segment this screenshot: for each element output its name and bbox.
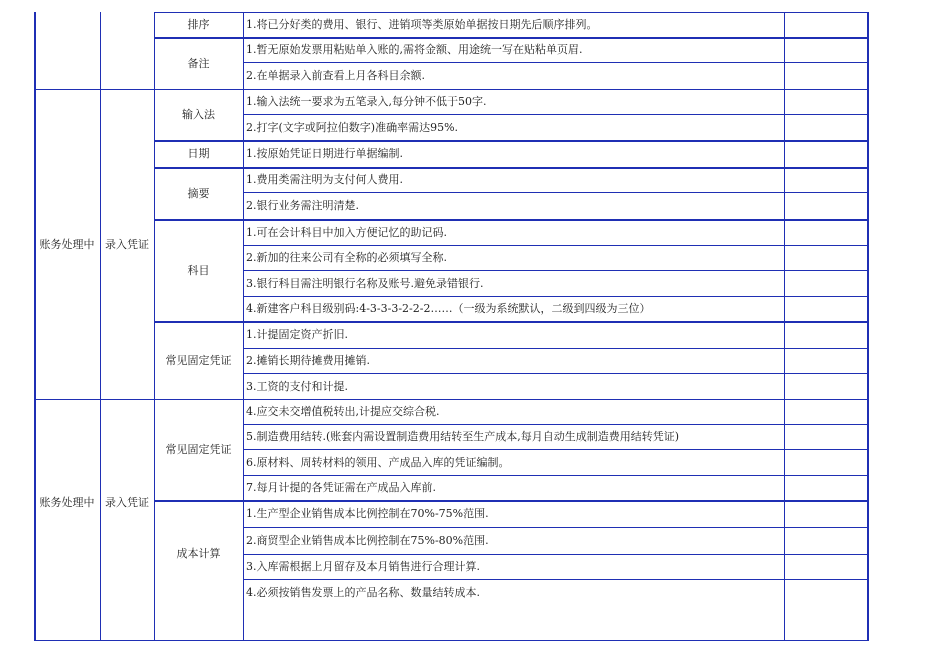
- grid-line: [243, 192, 867, 193]
- remark-cell: [784, 89, 867, 114]
- item-text: 1.按原始凭证日期进行单据编制.: [246, 147, 403, 160]
- subcategory-label: 录入凭证: [105, 237, 149, 251]
- item-text: 1.可在会计科目中加入方便记忆的助记码.: [246, 225, 447, 239]
- group-label: 排序: [187, 18, 210, 31]
- remark-cell: [784, 62, 867, 89]
- item-text: 2.在单据录入前查看上月各科目余额.: [246, 69, 425, 82]
- group-label: 常见固定凭证: [165, 443, 232, 456]
- remark-cell: [784, 37, 867, 62]
- remark-cell: [784, 399, 867, 424]
- item-text: 4.新建客户科目级别码:4-3-3-3-2-2-2……（一级为系统默认，二级到四级为三位）: [246, 302, 651, 315]
- remark-cell: [784, 475, 867, 500]
- group-label: 输入法: [182, 108, 215, 121]
- item-text: 4.必须按销售发票上的产品名称、数量结转成本.: [246, 586, 480, 599]
- remark-cell: [784, 12, 867, 37]
- category-label: 账务处理中: [39, 237, 95, 251]
- subcategory-label: [100, 12, 154, 89]
- group-label: 成本计算: [176, 546, 221, 560]
- grid-line: [243, 114, 867, 115]
- grid-line: [154, 12, 867, 13]
- group-label: 常见固定凭证: [165, 353, 232, 367]
- remark-cell: [784, 167, 867, 192]
- grid-line: [243, 245, 867, 246]
- grid-line: [243, 373, 867, 374]
- item-text: 3.入库需根据上月留存及本月销售进行合理计算.: [246, 560, 480, 573]
- remark-cell: [784, 270, 867, 296]
- remark-cell: [784, 500, 867, 527]
- item-text: 3.工资的支付和计提.: [246, 379, 348, 393]
- group-label: 科目: [187, 263, 210, 277]
- item-text: 1.输入法统一要求为五笔录入,每分钟不低于50字.: [246, 95, 487, 108]
- item-text: 2.商贸型企业销售成本比例控制在75%-80%范围.: [246, 534, 489, 547]
- remark-cell: [784, 348, 867, 373]
- item-text: 4.应交未交增值税转出,计提应交综合税.: [246, 405, 440, 418]
- grid-line: [243, 475, 867, 476]
- grid-line: [34, 399, 867, 400]
- item-text: 5.制造费用结转.(账套内需设置制造费用结转至生产成本,每月自动生成制造费用结转凭证): [246, 430, 680, 443]
- category-label: [34, 12, 100, 89]
- grid-line: [867, 12, 869, 640]
- grid-line: [154, 321, 867, 323]
- remark-cell: [784, 449, 867, 475]
- grid-line: [243, 348, 867, 349]
- item-text: 1.计提固定资产折旧.: [246, 328, 348, 341]
- grid-line: [243, 62, 867, 63]
- grid-line: [154, 37, 867, 39]
- grid-line: [243, 579, 867, 580]
- item-text: 2.银行业务需注明清楚.: [246, 199, 359, 212]
- remark-cell: [784, 321, 867, 348]
- remark-cell: [784, 245, 867, 270]
- remark-cell: [784, 219, 867, 245]
- group-label: 备注: [187, 56, 210, 70]
- item-text: 1.费用类需注明为支付何人费用.: [246, 173, 403, 186]
- grid-line: [34, 89, 867, 90]
- item-text: 2.新加的往来公司有全称的必须填写全称.: [246, 251, 447, 264]
- subcategory-label: 录入凭证: [105, 496, 149, 509]
- item-text: 6.原材料、周转材料的领用、产成品入库的凭证编制。: [246, 455, 510, 469]
- remark-cell: [784, 296, 867, 321]
- item-text: 7.每月计提的各凭证需在产成品入库前.: [246, 481, 436, 494]
- item-text: 1.暂无原始发票用粘贴单入账的,需将金额、用途统一写在贴粘单页眉.: [246, 43, 583, 56]
- remark-cell: [784, 140, 867, 167]
- grid-line: [243, 296, 867, 297]
- remark-cell: [784, 192, 867, 219]
- item-text: 2.摊销长期待摊费用摊销.: [246, 354, 370, 367]
- remark-cell: [784, 579, 867, 606]
- item-text: 1.生产型企业销售成本比例控制在70%-75%范围.: [246, 507, 489, 520]
- remark-cell: [784, 114, 867, 140]
- remark-cell: [784, 424, 867, 449]
- remark-cell: [784, 527, 867, 554]
- grid-line: [154, 167, 867, 169]
- item-text: 3.银行科目需注明银行名称及账号.避免录错银行.: [246, 276, 484, 290]
- category-label: 账务处理中: [39, 496, 95, 509]
- grid-line: [154, 140, 867, 142]
- item-text: 2.打字(文字或阿拉伯数字)准确率需达95%.: [246, 120, 459, 134]
- grid-line: [243, 270, 867, 271]
- grid-line: [154, 500, 867, 502]
- grid-line: [243, 449, 867, 450]
- item-text: 1.将已分好类的费用、银行、进销项等类原始单据按日期先后顺序排列。: [246, 18, 598, 31]
- grid-line: [154, 219, 867, 221]
- grid-line: [243, 424, 867, 425]
- remark-cell: [784, 373, 867, 399]
- group-label: 摘要: [187, 186, 210, 200]
- grid-line: [243, 554, 867, 555]
- grid-line: [34, 640, 869, 641]
- grid-line: [243, 527, 867, 528]
- group-label: 日期: [187, 147, 210, 160]
- remark-cell: [784, 554, 867, 579]
